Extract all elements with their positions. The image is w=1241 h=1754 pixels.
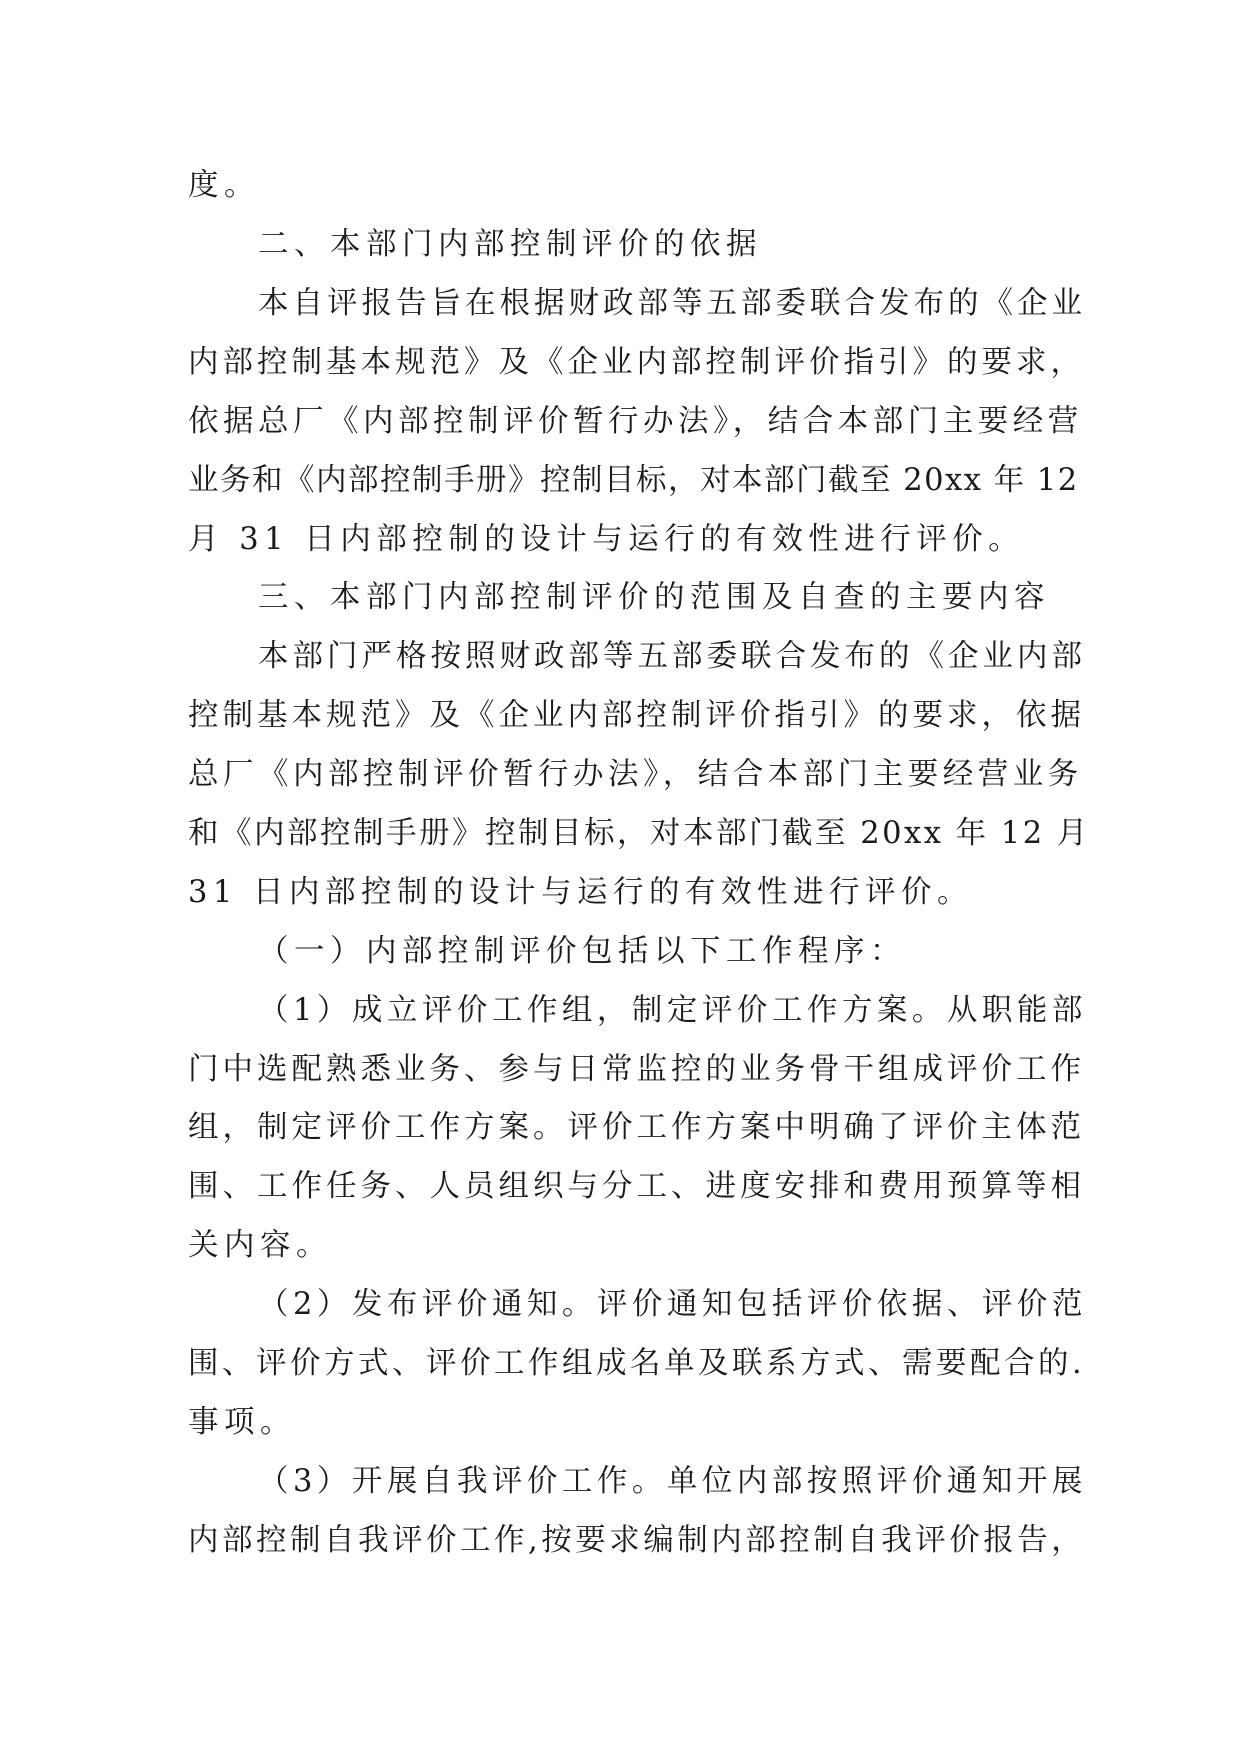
paragraph-line: 围、评价方式、评价工作组成名单及联系方式、需要配合的. bbox=[188, 1346, 1086, 1381]
paragraph-line: 控制基本规范》及《企业内部控制评价指引》的要求，依据 bbox=[188, 698, 1085, 733]
paragraph-line: 事项。 bbox=[188, 1405, 296, 1440]
paragraph-line: 31 日内部控制的设计与运行的有效性进行评价。 bbox=[188, 875, 974, 910]
section-heading-2: 二、本部门内部控制评价的依据 bbox=[258, 227, 762, 262]
subsection-heading-1: （一）内部控制评价包括以下工作程序： bbox=[258, 934, 906, 969]
paragraph-line: 本自评报告旨在根据财政部等五部委联合发布的《企业 bbox=[258, 286, 1086, 321]
paragraph-line: 本部门严格按照财政部等五部委联合发布的《企业内部 bbox=[258, 639, 1086, 674]
list-item-2: （2）发布评价通知。评价通知包括评价依据、评价范 bbox=[258, 1287, 1087, 1322]
paragraph-line: 业务和《内部控制手册》控制目标，对本部门截至 20xx 年 12 bbox=[188, 463, 1079, 498]
paragraph-line: 依据总厂《内部控制评价暂行办法》，结合本部门主要经营 bbox=[188, 404, 1083, 439]
list-item-1: （1）成立评价工作组，制定评价工作方案。从职能部 bbox=[258, 993, 1087, 1028]
section-heading-3: 三、本部门内部控制评价的范围及自查的主要内容 bbox=[258, 580, 1050, 615]
paragraph-line: 月 31 日内部控制的设计与运行的有效性进行评价。 bbox=[188, 522, 1025, 557]
paragraph-line: 围、工作任务、人员组织与分工、进度安排和费用预算等相 bbox=[188, 1169, 1085, 1204]
paragraph-line: 内部控制自我评价工作,按要求编制内部控制自我评价报告， bbox=[188, 1523, 1086, 1558]
paragraph-line: 度。 bbox=[188, 168, 260, 203]
paragraph-line: 组，制定评价工作方案。评价工作方案中明确了评价主体范 bbox=[188, 1110, 1085, 1145]
paragraph-line: 门中选配熟悉业务、参与日常监控的业务骨干组成评价工作 bbox=[188, 1052, 1085, 1087]
paragraph-line: 内部控制基本规范》及《企业内部控制评价指引》的要求， bbox=[188, 345, 1085, 380]
paragraph-line: 总厂《内部控制评价暂行办法》，结合本部门主要经营业务 bbox=[188, 757, 1083, 792]
paragraph-line: 关内容。 bbox=[188, 1228, 332, 1263]
list-item-3: （3）开展自我评价工作。单位内部按照评价通知开展 bbox=[258, 1464, 1087, 1499]
paragraph-line: 和《内部控制手册》控制目标，对本部门截至 20xx 年 12 月 bbox=[188, 816, 1090, 851]
